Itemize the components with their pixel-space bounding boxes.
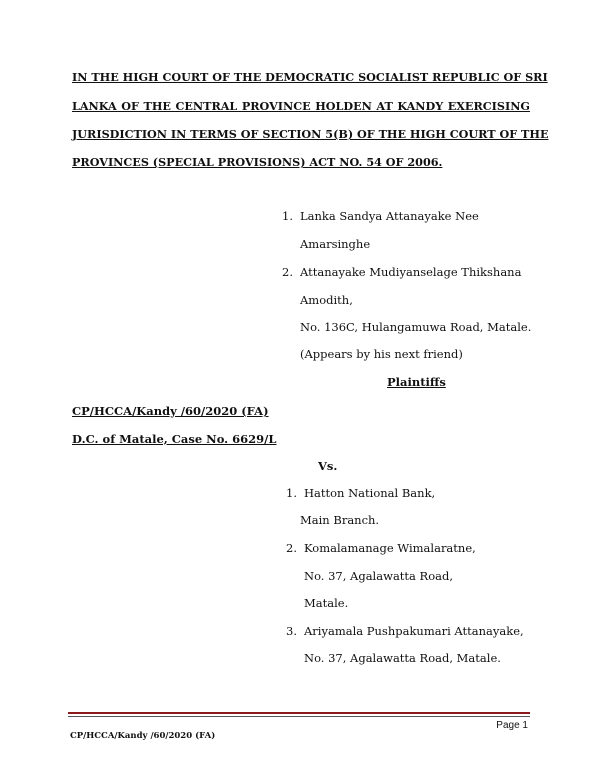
defendant-1-branch: Main Branch. bbox=[300, 513, 380, 527]
footer-case-reference: CP/HCCA/Kandy /60/2020 (FA) bbox=[70, 731, 216, 741]
versus-label: Vs. bbox=[318, 459, 338, 473]
defendant-2-town: Matale. bbox=[304, 596, 349, 610]
defendant-3-number: 3. bbox=[286, 624, 297, 638]
heading-line-4: PROVINCES (SPECIAL PROVISIONS) ACT NO. 54 OF 2006. bbox=[72, 155, 443, 169]
footer-rule-thin bbox=[68, 716, 530, 717]
plaintiff-1-name: Lanka Sandya Attanayake Nee bbox=[300, 209, 479, 223]
footer-rule-thick bbox=[68, 712, 530, 714]
heading-line-1: IN THE HIGH COURT OF THE DEMOCRATIC SOCIALIST REPUBLIC OF SRI bbox=[72, 70, 548, 84]
defendant-1-number: 1. bbox=[286, 486, 297, 500]
defendant-3-address: No. 37, Agalawatta Road, Matale. bbox=[304, 651, 501, 665]
defendant-2-name: Komalamanage Wimalaratne, bbox=[304, 541, 476, 555]
heading-line-2: LANKA OF THE CENTRAL PROVINCE HOLDEN AT KANDY EXERCISING bbox=[72, 99, 530, 113]
case-number: CP/HCCA/Kandy /60/2020 (FA) bbox=[72, 404, 269, 418]
plaintiff-2-address: No. 136C, Hulangamuwa Road, Matale. bbox=[300, 320, 532, 334]
plaintiff-2-number: 2. bbox=[282, 265, 293, 279]
plaintiff-2-note: (Appears by his next friend) bbox=[300, 347, 463, 361]
defendant-3-name: Ariyamala Pushpakumari Attanayake, bbox=[304, 624, 524, 638]
defendant-1-name: Hatton National Bank, bbox=[304, 486, 436, 500]
dc-case-number: D.C. of Matale, Case No. 6629/L bbox=[72, 432, 277, 446]
plaintiff-2-name-cont: Amodith, bbox=[300, 293, 353, 307]
heading-line-3: JURISDICTION IN TERMS OF SECTION 5(B) OF THE HIGH COURT OF THE bbox=[72, 127, 549, 141]
plaintiffs-label: Plaintiffs bbox=[387, 375, 446, 389]
plaintiff-1-name-cont: Amarsinghe bbox=[300, 237, 371, 251]
defendant-2-number: 2. bbox=[286, 541, 297, 555]
plaintiff-1-number: 1. bbox=[282, 209, 293, 223]
page-number: Page 1 bbox=[496, 720, 528, 731]
plaintiff-2-name: Attanayake Mudiyanselage Thikshana bbox=[300, 265, 522, 279]
defendant-2-address: No. 37, Agalawatta Road, bbox=[304, 569, 454, 583]
